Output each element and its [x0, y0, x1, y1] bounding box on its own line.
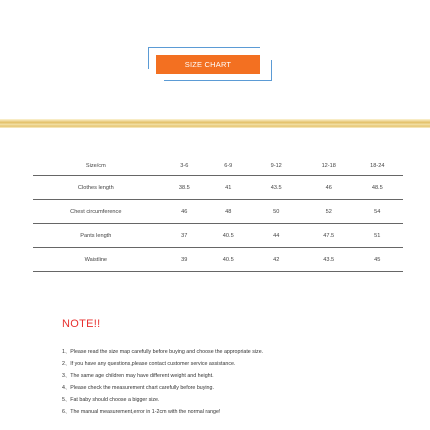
- size-chart-title: SIZE CHART: [156, 55, 260, 74]
- table-cell: 37: [159, 224, 210, 248]
- table-cell: 50: [247, 200, 306, 224]
- note-item: 6、The manual measurement,error in 1-2cm with the normal range!: [62, 409, 221, 415]
- size-header: 18-24: [352, 157, 403, 176]
- note-item: 3、The same age children may have different weight and height.: [62, 373, 214, 379]
- table-cell: 46: [306, 176, 352, 200]
- table-row: [33, 176, 403, 200]
- row-label: Waistline: [33, 248, 159, 272]
- table-row: [33, 200, 403, 224]
- table-cell: 51: [352, 224, 403, 248]
- table-cell: 38.5: [159, 176, 210, 200]
- note-item: 5、Fat baby should choose a bigger size.: [62, 397, 160, 403]
- table-cell: 52: [306, 200, 352, 224]
- table-cell: 43.5: [306, 248, 352, 272]
- table-cell: 54: [352, 200, 403, 224]
- gold-divider: [0, 119, 430, 128]
- table-cell: 48: [210, 200, 247, 224]
- table-cell: 44: [247, 224, 306, 248]
- note-item: 2、If you have any questions,please contact customer service assistance.: [62, 361, 236, 367]
- table-cell: 39: [159, 248, 210, 272]
- table-header-row: [33, 157, 403, 176]
- table-row: [33, 224, 403, 248]
- table-cell: 42: [247, 248, 306, 272]
- table-cell: 47.5: [306, 224, 352, 248]
- size-chart-banner: [148, 47, 272, 81]
- table-cell: 40.5: [210, 248, 247, 272]
- row-label: Clothes length: [33, 176, 159, 200]
- table-cell: 46: [159, 200, 210, 224]
- note-title: NOTE!!: [62, 318, 101, 330]
- row-label: Pants length: [33, 224, 159, 248]
- table-cell: 48.5: [352, 176, 403, 200]
- header-label: Size/cm: [33, 157, 159, 176]
- size-header: 3-6: [159, 157, 210, 176]
- size-header: 12-18: [306, 157, 352, 176]
- table-row: [33, 248, 403, 272]
- size-table: [33, 157, 403, 272]
- note-list: [62, 346, 263, 418]
- row-label: Chest circumference: [33, 200, 159, 224]
- table-cell: 41: [210, 176, 247, 200]
- note-item: 4、Please check the measurement chart carefully before buying.: [62, 385, 214, 391]
- size-header: 6-9: [210, 157, 247, 176]
- table-cell: 40.5: [210, 224, 247, 248]
- size-header: 9-12: [247, 157, 306, 176]
- table-cell: 43.5: [247, 176, 306, 200]
- table-cell: 45: [352, 248, 403, 272]
- note-item: 1、Please read the size map carefully before buying and choose the appropriate size.: [62, 349, 264, 355]
